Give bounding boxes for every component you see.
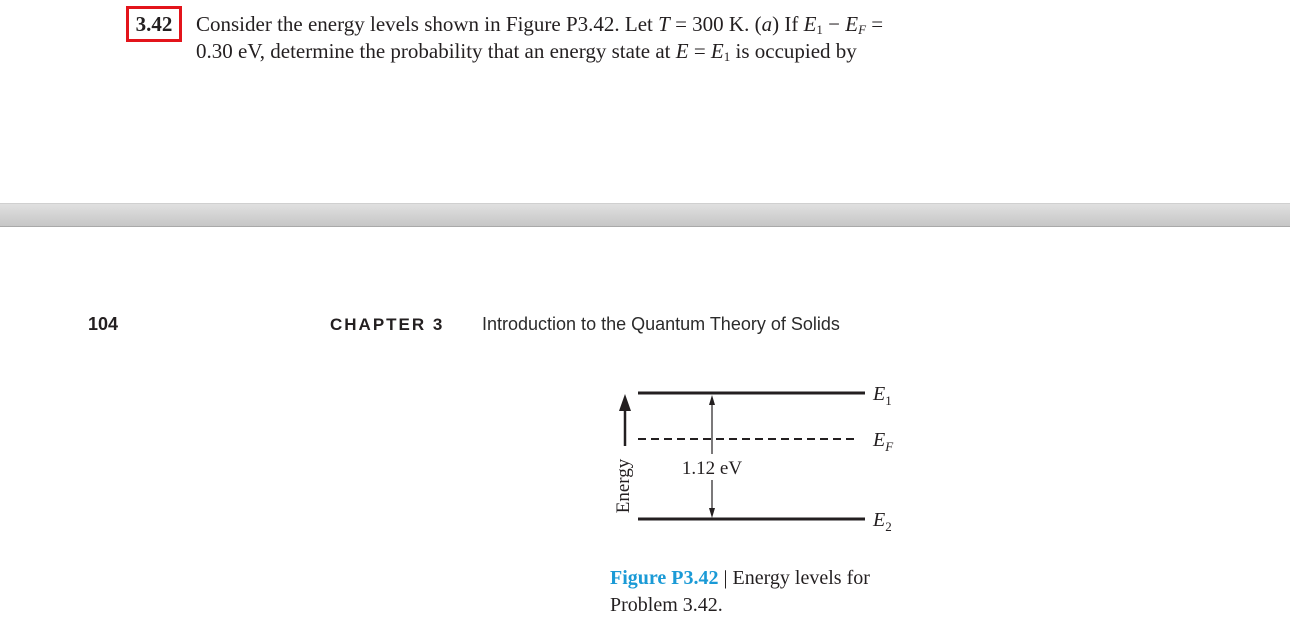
caption-separator: | bbox=[718, 567, 733, 589]
energy-symbol: E bbox=[675, 39, 689, 63]
gap-arrowhead-down bbox=[709, 508, 715, 518]
caption-label: Figure P3.42 bbox=[610, 567, 719, 589]
text-run: = bbox=[688, 39, 711, 63]
gap-label: 1.12 eV bbox=[681, 458, 743, 479]
text-run: ) If bbox=[772, 12, 804, 36]
temperature-symbol: T bbox=[658, 12, 670, 36]
figure-caption bbox=[610, 565, 910, 619]
text-run: Consider the energy levels shown in Figure P3.42. Let bbox=[196, 12, 659, 36]
problem-number: 3.42 bbox=[126, 6, 182, 42]
subscript: 1 bbox=[723, 49, 731, 64]
chapter-title: Introduction to the Quantum Theory of Solids bbox=[482, 314, 840, 334]
text-run: = bbox=[866, 12, 884, 36]
text-run: 0.30 eV, determine the probability that an energy state at bbox=[196, 39, 676, 63]
text-run: is occupied by bbox=[730, 39, 857, 63]
level-label-e1: $E_1$ bbox=[873, 383, 892, 408]
page-number: 104 bbox=[88, 314, 119, 334]
level-label-e2: $E_2$ bbox=[873, 509, 892, 534]
level-label-ef: $E_F$ bbox=[873, 429, 894, 454]
text-run: = 300 K. ( bbox=[669, 12, 762, 36]
subscript: 1 bbox=[816, 22, 823, 37]
subscript: F bbox=[858, 22, 867, 37]
gap-arrowhead-up bbox=[709, 395, 715, 405]
energy-symbol: E bbox=[845, 12, 859, 36]
part-label: a bbox=[761, 12, 773, 36]
energy-symbol: E bbox=[710, 39, 724, 63]
energy-axis-label: Energy bbox=[613, 458, 634, 514]
text-run: − bbox=[822, 12, 846, 36]
energy-symbol: E bbox=[803, 12, 817, 36]
chapter-label: CHAPTER 3 bbox=[330, 315, 445, 334]
energy-axis-arrowhead bbox=[619, 394, 631, 411]
caption-text: Energy levels for Problem 3.42. bbox=[610, 567, 870, 616]
